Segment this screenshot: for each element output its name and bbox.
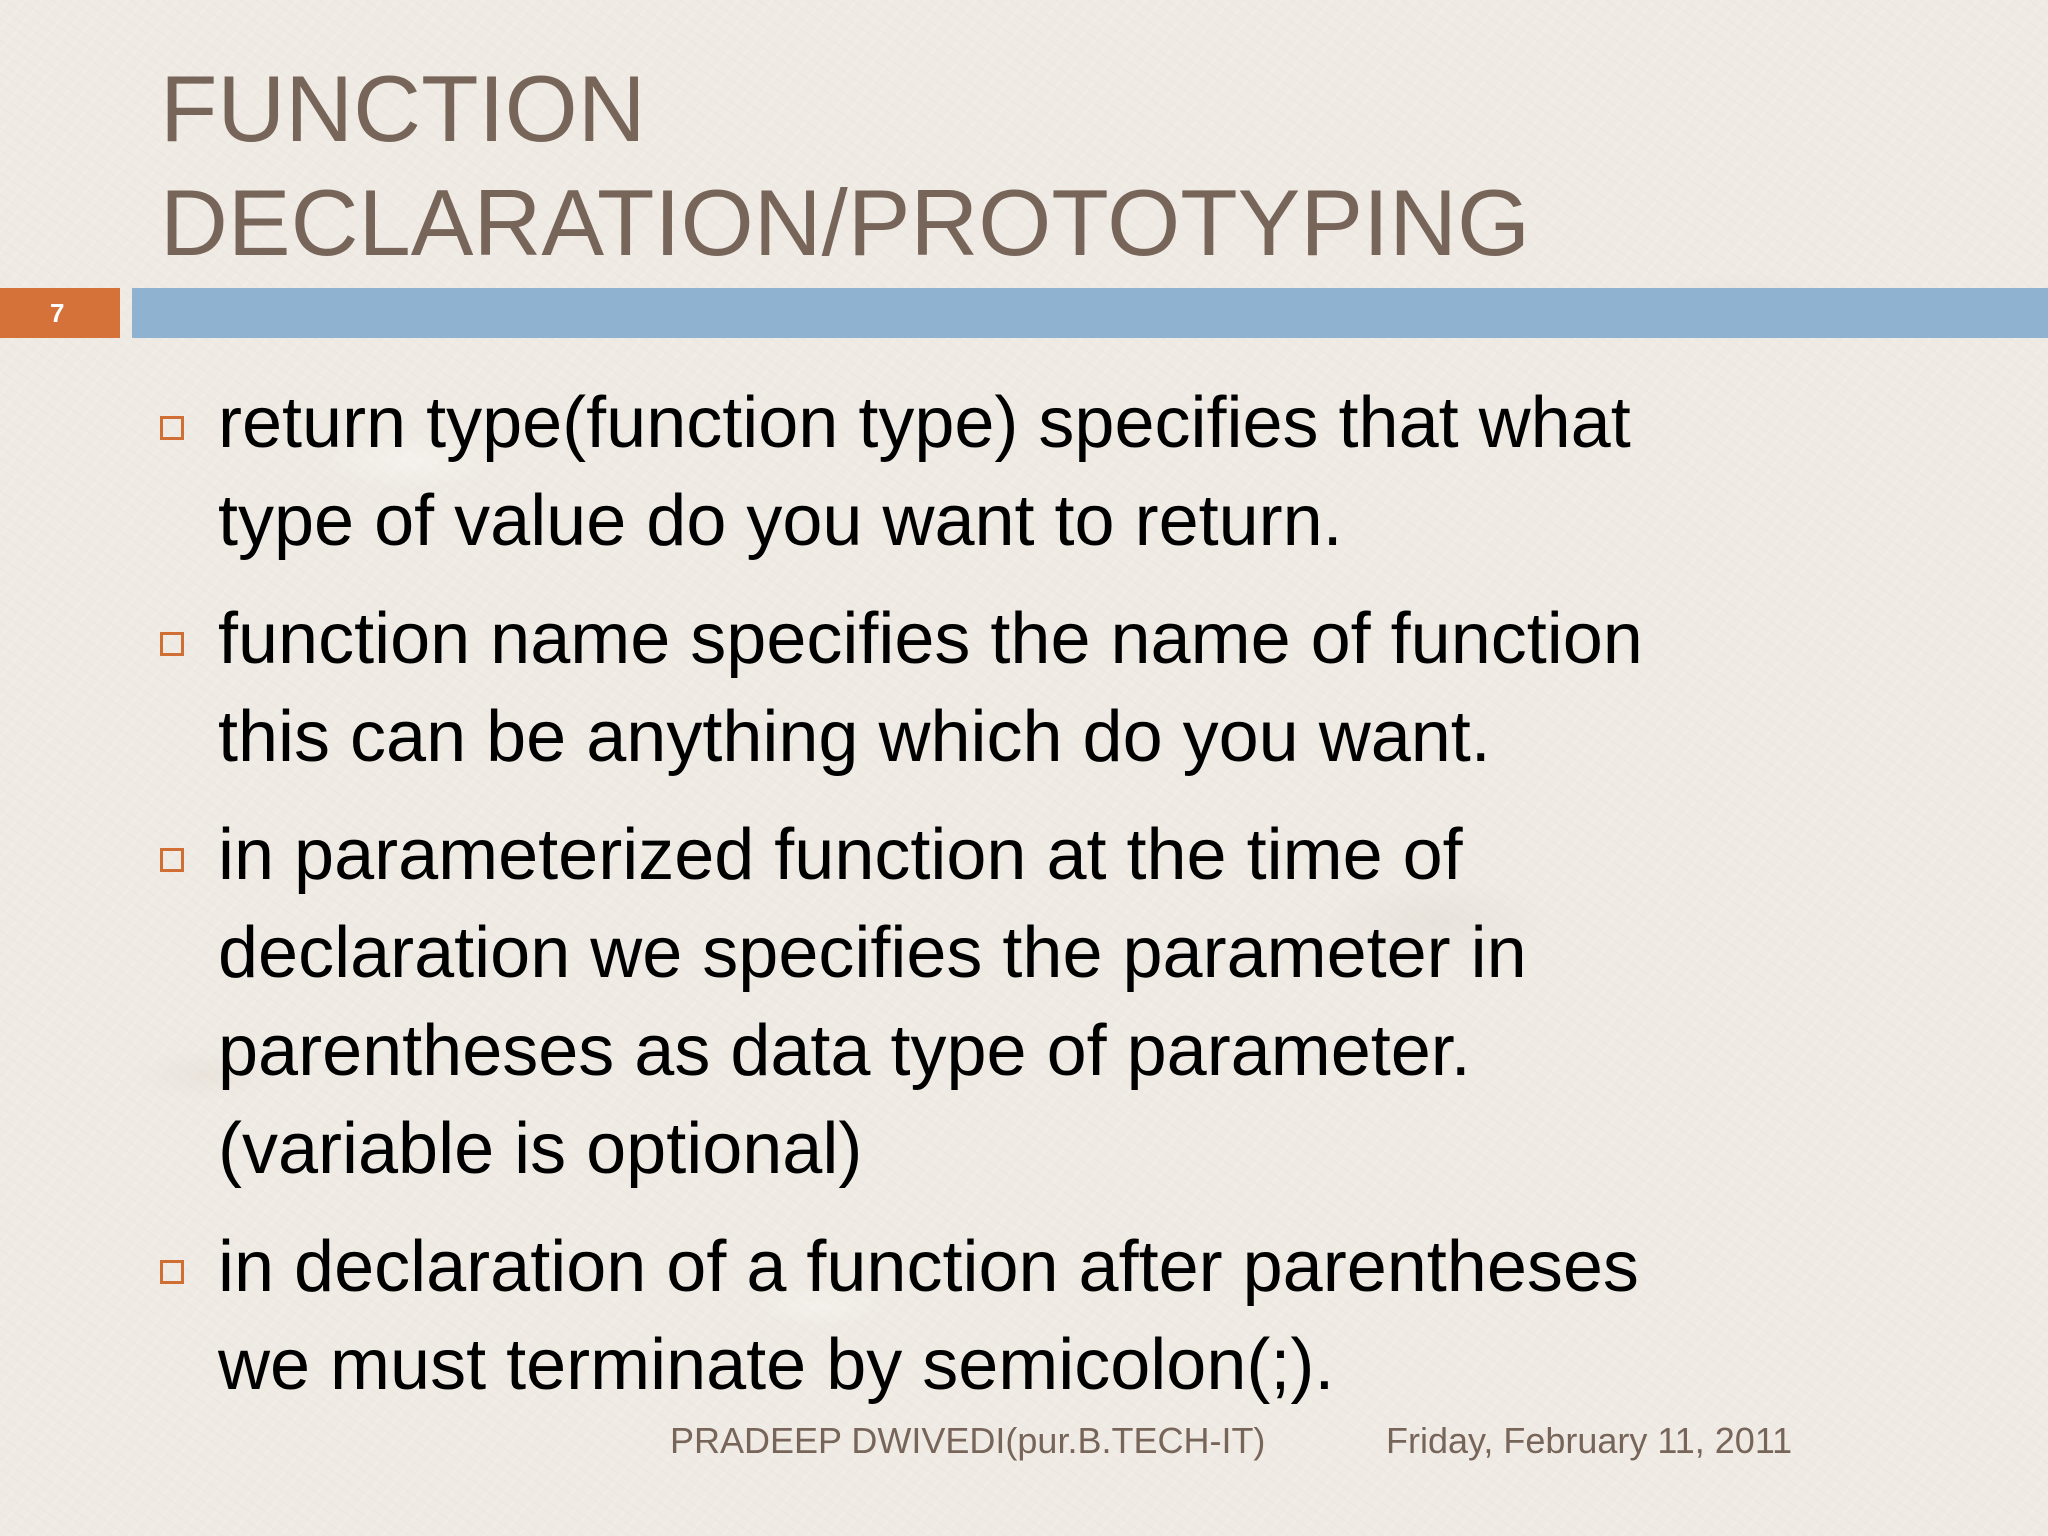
bullet-item-parameters [160, 806, 1900, 1198]
bullet-line: parentheses as data type of parameter. [218, 1011, 1471, 1091]
bullet-line: function name specifies the name of function [218, 599, 1643, 679]
slide-title-line-1: FUNCTION [160, 56, 646, 161]
bullet-line: declaration we specifies the parameter in [218, 913, 1527, 993]
square-bullet-icon [160, 848, 184, 872]
footer-date: Friday, February 11, 2011 [1386, 1420, 1793, 1461]
bullet-list [160, 374, 1900, 1434]
bullet-item-semicolon [160, 1218, 1900, 1414]
slide-title-line-2: DECLARATION/PROTOTYPING [160, 170, 1531, 275]
bullet-text [218, 806, 1900, 1198]
bullet-item-return-type [160, 374, 1900, 570]
slide-number: 7 [0, 288, 120, 338]
square-bullet-icon [160, 416, 184, 440]
square-bullet-icon [160, 1260, 184, 1284]
slide-title [160, 52, 2000, 280]
square-bullet-icon [160, 632, 184, 656]
bullet-line: this can be anything which do you want. [218, 697, 1491, 777]
bullet-line: (variable is optional) [218, 1109, 863, 1189]
bullet-text [218, 374, 1900, 570]
bullet-line: return type(function type) specifies that what [218, 383, 1631, 463]
bullet-line: in parameterized function at the time of [218, 815, 1463, 895]
bullet-line: type of value do you want to return. [218, 481, 1343, 561]
footer-author: PRADEEP DWIVEDI(pur.B.TECH-IT) [670, 1420, 1266, 1461]
title-divider-bar [132, 288, 2048, 338]
bullet-line: in declaration of a function after parentheses [218, 1227, 1639, 1307]
bullet-text [218, 590, 1900, 786]
bullet-text [218, 1218, 1900, 1414]
bullet-item-function-name [160, 590, 1900, 786]
bullet-line: we must terminate by semicolon(;). [218, 1325, 1335, 1405]
